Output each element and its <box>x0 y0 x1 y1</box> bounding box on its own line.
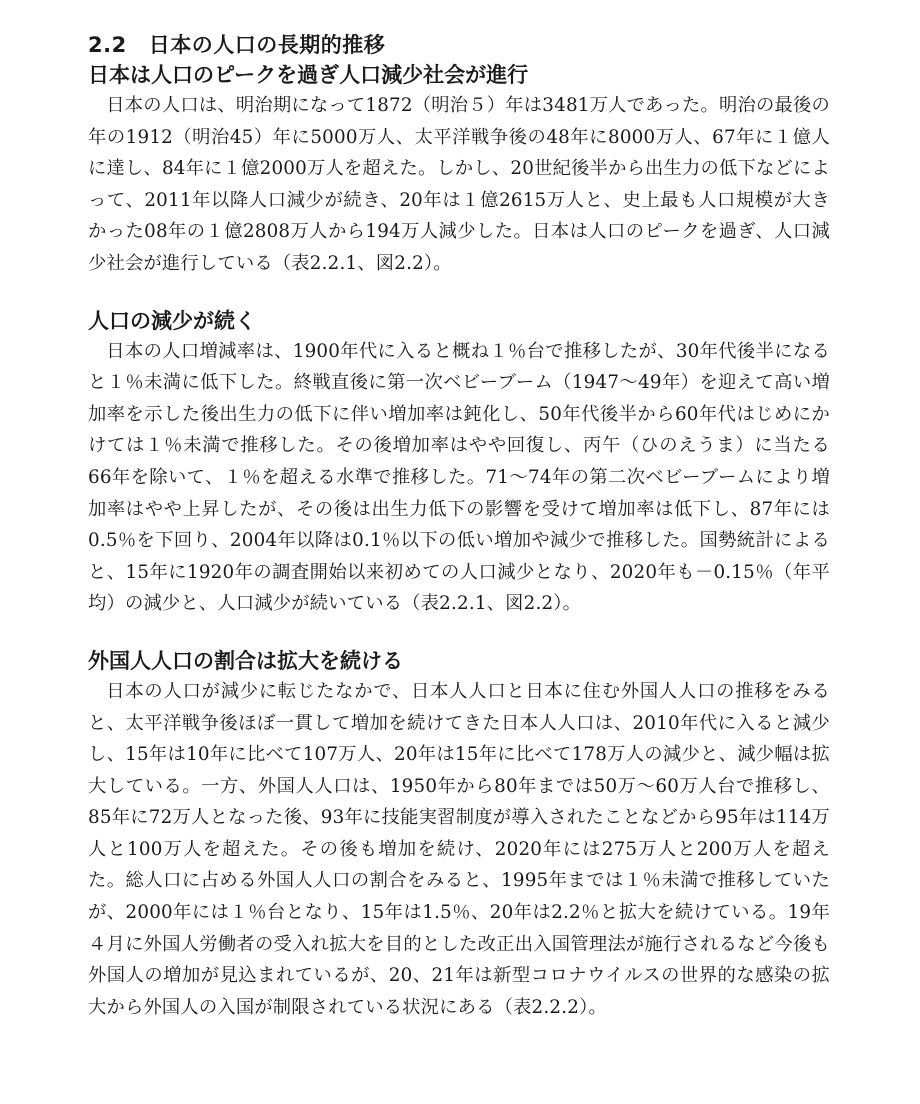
spacer <box>88 620 830 646</box>
section-heading <box>88 30 830 60</box>
section-number: 2.2 <box>88 33 127 57</box>
section-title: 日本の人口の長期的推移 <box>148 33 386 57</box>
paragraph-population-peak: 日本の人口は、明治期になって1872（明治５）年は3481万人であった。明治の最後の年の1912（明治45）年に5000万人、太平洋戦争後の48年に8000万人、67年に１億人に達し、84年に１億2000万人を超えた。しかし、20世紀後半から出生力の低下などによって、2011年以降人口減少が続き、20年は１億2615万人と、史上最も人口規模が大きかった08年の１億2808万人から194万人減少した。日本は人口のピークを過ぎ、人口減少社会が進行している（表2.2.1、図2.2）。 <box>88 95 830 274</box>
paragraph-foreign-population: 日本の人口が減少に転じたなかで、日本人人口と日本に住む外国人人口の推移をみると、太平洋戦争後ほぼ一貫して増加を続けてきた日本人人口は、2010年代に入ると減少し、15年は10年に比べて107万人、20年は15年に比べて178万人の減少と、減少幅は拡大している。一方、外国人人口は、1950年から80年までは50万～60万人台で推移し、85年に72万人となった後、93年に技能実習制度が導入されたことなどから95年は114万人と100万人を超えた。その後も増加を続け、2020年には275万人と200万人を超えた。総人口に占める外国人人口の割合をみると、1995年までは１％未満で推移していたが、2000年には１％台となり、15年は1.5％、20年は2.2％と拡大を続けている。19年４月に外国人労働者の受入れ拡大を目的とした改正出入国管理法が施行されるなど今後も外国人の増加が見込まれているが、20、21年は新型コロナウイルスの世界的な感染の拡大から外国人の入国が制限されている状況にある（表2.2.2）。 <box>88 680 831 1018</box>
spacer <box>88 280 830 306</box>
subheading-foreign-population: 外国人人口の割合は拡大を続ける <box>88 648 403 673</box>
document-page <box>88 30 830 1023</box>
subheading-population-decline: 人口の減少が続く <box>88 308 256 333</box>
subheading-population-peak: 日本は人口のピークを過ぎ人口減少社会が進行 <box>88 63 529 87</box>
paragraph-population-decline: 日本の人口増減率は、1900年代に入ると概ね１％台で推移したが、30年代後半になると１％未満に低下した。終戦直後に第一次ベビーブーム（1947～49年）を迎えて高い増加率を示した後出生力の低下に伴い増加率は鈍化し、50年代後半から60年代はじめにかけては１％未満で推移した。その後増加率はやや回復し、丙午（ひのえうま）に当たる66年を除いて、１％を超える水準で推移した。71～74年の第二次ベビーブームにより増加率はやや上昇したが、その後は出生力低下の影響を受けて増加率は低下し、87年には0.5％を下回り、2004年以降は0.1％以下の低い増加や減少で推移した。国勢統計によると、15年に1920年の調査開始以来初めての人口減少となり、2020年も－0.15％（年平均）の減少と、人口減少が続いている（表2.2.1、図2.2）。 <box>88 340 830 615</box>
